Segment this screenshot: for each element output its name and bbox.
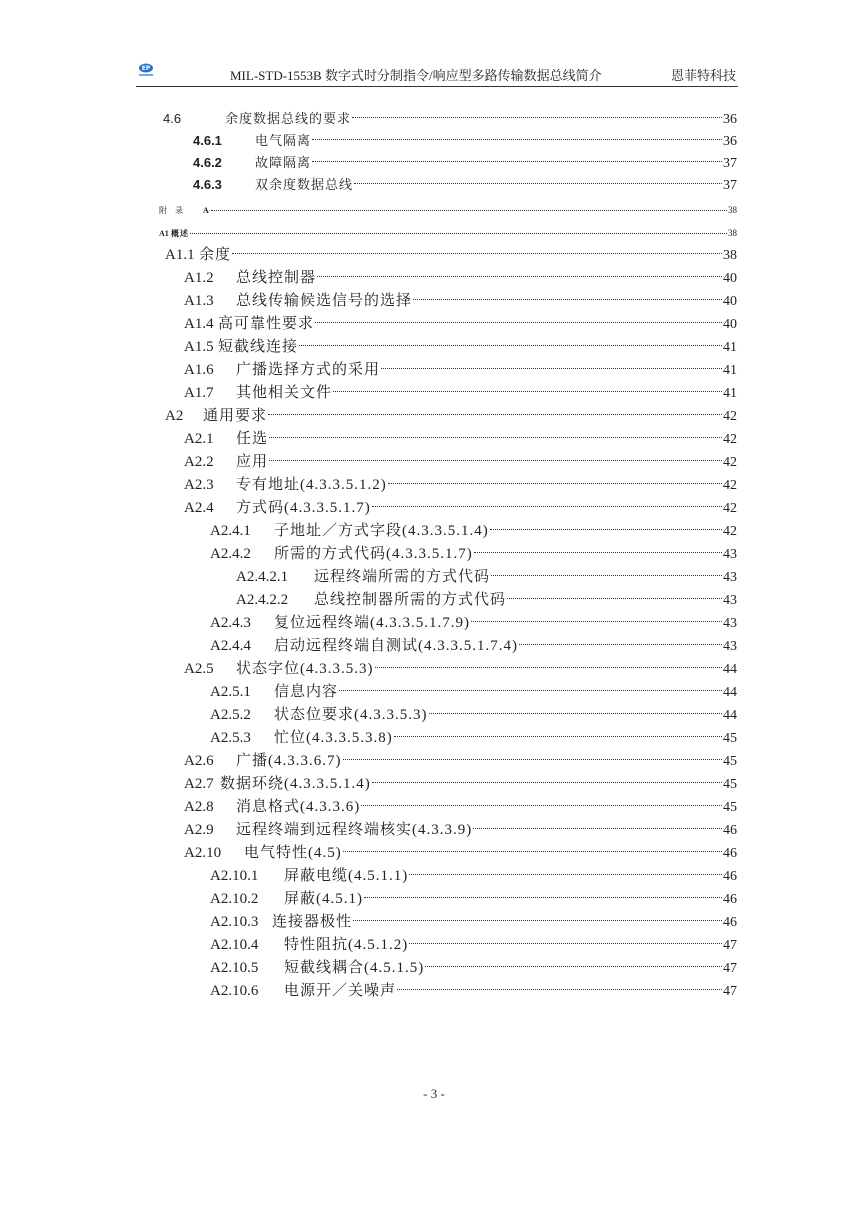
toc-leader-dots [339, 690, 722, 691]
toc-entry-number: A2.4.2 [210, 546, 251, 562]
toc-entry-page: 41 [723, 340, 737, 355]
toc-entry-title: 其他相关文件 [236, 385, 333, 401]
document-title: MIL-STD-1553B 数字式时分制指令/响应型多路传输数据总线简介 [230, 68, 602, 83]
toc-entry-number: A2.4 [184, 500, 214, 516]
toc-entry[interactable] [184, 267, 737, 289]
toc-entry-title: 总线控制器 [236, 270, 317, 286]
toc-entry-title: 电源开／关噪声 [284, 983, 397, 999]
toc-entry-title: 忙位(4.3.3.5.3.8) [274, 730, 393, 746]
toc-entry-page: 38 [728, 205, 737, 215]
toc-entry[interactable] [184, 497, 737, 519]
toc-leader-dots [211, 210, 727, 211]
toc-entry-number: A1.6 [184, 362, 214, 378]
toc-entry-title: 远程终端到远程终端核实(4.3.3.9) [236, 822, 473, 838]
toc-leader-dots [471, 621, 722, 622]
toc-entry[interactable] [236, 589, 737, 611]
toc-leader-dots [375, 667, 723, 668]
toc-entry-title: 信息内容 [274, 684, 339, 700]
toc-entry-number: A2.4.2.1 [236, 569, 289, 585]
toc-entry-number: 附 录 [159, 206, 183, 215]
page-header [136, 58, 738, 87]
toc-entry-page: 42 [723, 455, 737, 470]
toc-leader-dots [474, 552, 722, 553]
toc-entry-title: 连接器极性 [272, 914, 353, 930]
toc-leader-dots [361, 805, 722, 806]
toc-entry[interactable] [184, 750, 737, 772]
toc-leader-dots [353, 920, 722, 921]
toc-entry-number: A1.2 [184, 270, 214, 286]
toc-leader-dots [343, 759, 723, 760]
toc-leader-dots [312, 139, 722, 140]
toc-entry-number: A2.1 [184, 431, 214, 447]
toc-leader-dots [364, 897, 722, 898]
toc-entry-title: 通用要求 [203, 408, 268, 424]
toc-entry-title: 故障隔离 [255, 155, 312, 170]
toc-entry[interactable] [210, 612, 737, 634]
toc-entry[interactable] [184, 773, 737, 795]
toc-entry-page: 46 [723, 892, 737, 907]
toc-entry-number: A2.4.3 [210, 615, 251, 631]
toc-entry[interactable] [184, 474, 737, 496]
toc-leader-dots [429, 713, 723, 714]
toc-entry-title: 专有地址(4.3.3.5.1.2) [236, 477, 387, 493]
toc-leader-dots [299, 345, 722, 346]
toc-entry-number: A2.9 [184, 822, 214, 838]
toc-entry-title: 总线控制器所需的方式代码 [314, 592, 507, 608]
toc-entry-page: 47 [723, 961, 737, 976]
toc-entry-number: A2.3 [184, 477, 214, 493]
toc-entry-number: 4.6 [163, 111, 182, 126]
toc-entry[interactable] [184, 290, 737, 312]
toc-entry-title: 特性阻抗(4.5.1.2) [284, 937, 409, 953]
toc-entry-number: A1.7 [184, 385, 214, 401]
toc-entry-number: A2.4.1 [210, 523, 251, 539]
toc-entry-page: 38 [723, 248, 737, 263]
toc-entry-page: 46 [723, 915, 737, 930]
page-number: - 3 - [423, 1086, 445, 1101]
toc-entry-title: 应用 [236, 454, 269, 470]
toc-entry[interactable] [210, 934, 737, 956]
toc-entry[interactable] [184, 382, 737, 404]
toc-entry-title: 电气特性(4.5) [244, 845, 342, 861]
toc-entry-number: A2.5.1 [210, 684, 251, 700]
toc-entry-page: 40 [723, 294, 737, 309]
toc-entry-page: 42 [723, 501, 737, 516]
toc-entry-title: 总线传输候选信号的选择 [236, 293, 413, 309]
toc-entry-number: A2.5 [184, 661, 214, 677]
toc-entry[interactable] [210, 520, 737, 542]
toc-entry-title: 高可靠性要求 [218, 316, 315, 332]
toc-leader-dots [343, 851, 722, 852]
toc-entry-title: 屏蔽(4.5.1) [284, 891, 363, 907]
toc-leader-dots [388, 483, 722, 484]
toc-entry-page: 36 [723, 134, 737, 149]
toc-entry-page: 42 [723, 409, 737, 424]
toc-entry-page: 43 [723, 616, 737, 631]
toc-entry-title: 数据环绕(4.3.3.5.1.4) [220, 776, 371, 792]
toc-entry[interactable] [210, 957, 737, 979]
toc-entry[interactable] [210, 543, 737, 565]
toc-entry-title: 电气隔离 [255, 133, 312, 148]
toc-entry-title: 启动远程终端自测试(4.3.3.5.1.7.4) [274, 638, 518, 654]
toc-entry-number: A2.10.5 [210, 960, 259, 976]
toc-entry[interactable] [210, 911, 737, 933]
toc-entry[interactable] [210, 865, 737, 887]
toc-entry-number: A2.2 [184, 454, 214, 470]
toc-leader-dots [491, 575, 722, 576]
toc-entry-page: 45 [723, 731, 737, 746]
toc-entry[interactable] [236, 566, 737, 588]
toc-entry-number: A2.6 [184, 753, 214, 769]
toc-leader-dots [507, 598, 722, 599]
toc-entry-page: 46 [723, 869, 737, 884]
toc-leader-dots [315, 322, 722, 323]
toc-entry-number: A2.7 [184, 776, 214, 792]
toc-leader-dots [409, 874, 722, 875]
toc-entry-number: A2.10 [184, 845, 222, 861]
toc-entry-title: 广播选择方式的采用 [236, 362, 381, 378]
toc-entry[interactable] [165, 405, 737, 427]
toc-entry-page: 38 [728, 228, 737, 238]
toc-entry-page: 44 [723, 708, 737, 723]
toc-leader-dots [372, 782, 722, 783]
toc-leader-dots [394, 736, 722, 737]
toc-entry-title: 短截线耦合(4.5.1.5) [284, 960, 425, 976]
toc-entry-number: A2.10.2 [210, 891, 259, 907]
toc-leader-dots [413, 299, 722, 300]
toc-entry[interactable] [184, 819, 737, 841]
toc-leader-dots [425, 966, 722, 967]
toc-entry[interactable] [210, 635, 737, 657]
toc-entry-title: 所需的方式代码(4.3.3.5.1.7) [274, 546, 473, 562]
toc-leader-dots [473, 828, 722, 829]
toc-leader-dots [269, 437, 722, 438]
toc-entry-page: 42 [723, 432, 737, 447]
toc-entry-page: 37 [723, 156, 737, 171]
toc-entry-number: A2.5.2 [210, 707, 251, 723]
toc-entry-title: 任选 [236, 431, 269, 447]
toc-entry-number: A1.5 [184, 339, 214, 355]
toc-entry-title: 状态位要求(4.3.3.5.3) [274, 707, 428, 723]
toc-entry-page: 47 [723, 938, 737, 953]
toc-entry-number: A1 [159, 229, 169, 238]
toc-entry-page: 46 [723, 846, 737, 861]
toc-entry-title: 屏蔽电缆(4.5.1.1) [284, 868, 409, 884]
toc-entry[interactable] [184, 428, 737, 450]
toc-entry-page: 37 [723, 178, 737, 193]
toc-entry-title: 状态字位(4.3.3.5.3) [236, 661, 374, 677]
toc-entry-number: A2.4.2.2 [236, 592, 289, 608]
toc-entry[interactable] [184, 796, 737, 818]
toc-entry-page: 36 [723, 112, 737, 127]
toc-entry[interactable] [210, 681, 737, 703]
toc-entry-number: A2.4.4 [210, 638, 251, 654]
toc-entry[interactable] [159, 199, 737, 221]
toc-leader-dots [519, 644, 722, 645]
toc-entry-page: 41 [723, 363, 737, 378]
toc-entry-title: 双余度数据总线 [255, 177, 354, 192]
toc-leader-dots [333, 391, 722, 392]
toc-entry-title: 复位远程终端(4.3.3.5.1.7.9) [274, 615, 470, 631]
toc-entry-title: 短截线连接 [218, 339, 299, 355]
toc-entry-page: 42 [723, 478, 737, 493]
toc-entry[interactable] [184, 313, 737, 335]
toc-entry-title: 广播(4.3.3.6.7) [236, 753, 342, 769]
toc-entry[interactable] [210, 980, 737, 1002]
toc-entry-page: 45 [723, 777, 737, 792]
toc-entry-title: 概述 [171, 229, 189, 238]
toc-entry-number: A2 [165, 408, 184, 424]
toc-entry[interactable] [210, 704, 737, 726]
toc-entry-title: 子地址／方式字段(4.3.3.5.1.4) [274, 523, 489, 539]
toc-entry-page: 43 [723, 639, 737, 654]
toc-entry-number: A2.8 [184, 799, 214, 815]
toc-entry[interactable] [210, 727, 737, 749]
toc-entry[interactable] [184, 842, 737, 864]
toc-leader-dots [490, 529, 722, 530]
toc-leader-dots [269, 460, 722, 461]
toc-entry-number: 4.6.3 [193, 177, 222, 192]
company-logo-icon [136, 62, 156, 78]
toc-entry[interactable] [184, 359, 737, 381]
toc-entry-page: 43 [723, 547, 737, 562]
toc-entry-page: 40 [723, 271, 737, 286]
toc-entry-title: 消息格式(4.3.3.6) [236, 799, 361, 815]
toc-entry[interactable] [193, 152, 737, 174]
toc-entry-page: 47 [723, 984, 737, 999]
toc-entry-page: 44 [723, 685, 737, 700]
toc-leader-dots [372, 506, 722, 507]
toc-leader-dots [397, 989, 722, 990]
toc-entry[interactable] [184, 336, 737, 358]
toc-entry-page: 43 [723, 593, 737, 608]
toc-entry-number: A2.10.4 [210, 937, 259, 953]
toc-leader-dots [381, 368, 722, 369]
toc-entry-number: A1.3 [184, 293, 214, 309]
toc-entry-title: 远程终端所需的方式代码 [314, 569, 491, 585]
toc-leader-dots [268, 414, 722, 415]
toc-leader-dots [409, 943, 722, 944]
toc-entry-number: A1.4 [184, 316, 214, 332]
toc-entry-page: 44 [723, 662, 737, 677]
toc-entry[interactable] [184, 658, 737, 680]
toc-entry[interactable] [193, 130, 737, 152]
toc-entry[interactable] [210, 888, 737, 910]
toc-entry-number: A2.10.6 [210, 983, 259, 999]
toc-entry-title: 方式码(4.3.3.5.1.7) [236, 500, 371, 516]
toc-entry-number: A2.10.3 [210, 914, 259, 930]
toc-entry-page: 42 [723, 524, 737, 539]
toc-entry-title: 余度数据总线的要求 [225, 111, 352, 126]
toc-entry[interactable] [159, 222, 737, 244]
toc-leader-dots [352, 117, 722, 118]
toc-entry-page: 43 [723, 570, 737, 585]
toc-entry-page: 46 [723, 823, 737, 838]
toc-entry[interactable] [165, 244, 737, 266]
svg-text:EP: EP [141, 65, 151, 72]
toc-leader-dots [312, 161, 722, 162]
toc-entry-title: 余度 [199, 247, 232, 263]
toc-entry[interactable] [184, 451, 737, 473]
toc-entry-number: A2.10.1 [210, 868, 259, 884]
toc-entry-number: 4.6.2 [193, 155, 222, 170]
toc-entry-number: A2.5.3 [210, 730, 251, 746]
toc-leader-dots [232, 253, 722, 254]
toc-entry[interactable] [193, 174, 737, 196]
toc-leader-dots [190, 233, 727, 234]
toc-entry-page: 40 [723, 317, 737, 332]
toc-entry-page: 45 [723, 800, 737, 815]
toc-entry[interactable] [163, 108, 737, 130]
company-name: 恩菲特科技 [670, 68, 736, 83]
toc-entry-number: 4.6.1 [193, 133, 222, 148]
toc-leader-dots [354, 183, 722, 184]
toc-entry-number: A1.1 [165, 247, 195, 263]
toc-leader-dots [317, 276, 722, 277]
toc-entry-page: 45 [723, 754, 737, 769]
toc-entry-title: A [203, 206, 210, 215]
toc-entry-page: 41 [723, 386, 737, 401]
